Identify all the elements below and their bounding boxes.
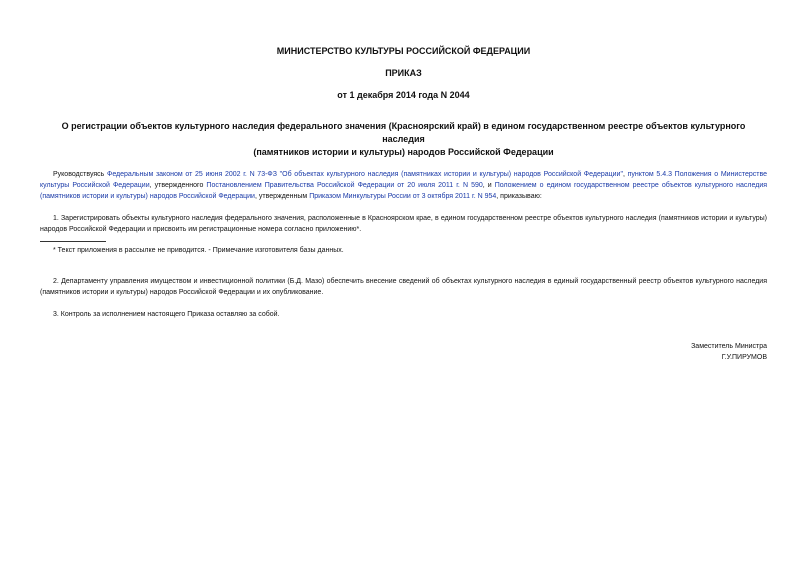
- footnote-divider: [40, 241, 106, 242]
- signer-name: Г.У.ПИРУМОВ: [721, 354, 767, 361]
- title-line-2: (памятников истории и культуры) народов Российской Федерации: [253, 147, 554, 157]
- government-decree-link[interactable]: Постановлением Правительства Российской Федерации от 20 июля 2011 г. N 590: [206, 182, 483, 189]
- document-page: [40, 0, 767, 571]
- title-line-1: О регистрации объектов культурного наследия федерального значения (Красноярский край) в едином государственном реестре объектов культурного наследия: [61, 121, 746, 144]
- preamble-paragraph: [40, 169, 767, 202]
- ministry-heading: МИНИСТЕРСТВО КУЛЬТУРЫ РОССИЙСКОЙ ФЕДЕРАЦИИ: [276, 46, 531, 56]
- document-title: [40, 120, 767, 159]
- preamble-text: , и: [482, 182, 495, 189]
- preamble-text: Руководствуясь: [53, 171, 107, 178]
- signature-block: [567, 341, 767, 363]
- ministry-order-link[interactable]: Приказом Минкультуры России от 3 октября 2011 г. N 954: [309, 193, 497, 200]
- preamble-text: , утвержденного: [149, 182, 207, 189]
- item-1-paragraph: 1. Зарегистрировать объекты культурного наследия федерального значения, расположенные в Красноярском крае, в едином государственном реестре объектов культурного наследия (памятников истории и культуры) народов Российской Федерации и присвоить им регистрационные номера согласно приложению*.: [40, 215, 767, 233]
- registry-regulation-link[interactable]: Положением о едином государственном реестре объектов культурного наследия (памятников истории и культуры) народов Российской Федерации: [40, 182, 768, 200]
- item-3-paragraph: 3. Контроль за исполнением настоящего Приказа оставляю за собой.: [53, 311, 280, 318]
- item-2-paragraph: 2. Департаменту управления имуществом и инвестиционной политики (Б.Д. Мазо) обеспечить внесение сведений об объектах культурного наследия в единый государственный реестр объектов культурного наследия (памятников истории и культуры) народов Российской Федерации и их опубликование.: [40, 278, 767, 296]
- preamble-text: , приказываю:: [496, 193, 542, 200]
- preamble-text: ,: [622, 171, 628, 178]
- signer-position: Заместитель Министра: [691, 343, 767, 350]
- regulation-clause-link[interactable]: пунктом 5.4.3 Положения о Министерстве культуры Российской Федерации: [40, 171, 767, 189]
- date-line: от 1 декабря 2014 года N 2044: [337, 90, 470, 100]
- federal-law-link[interactable]: Федеральным законом от 25 июня 2002 г. N 73-ФЗ "Об объектах культурного наследия (памятниках истории и культуры) народов Российской Федерации": [107, 171, 623, 178]
- preamble-text: , утвержденным: [254, 193, 310, 200]
- footnote-text: * Текст приложения в рассылке не приводится. - Примечание изготовителя базы данных.: [53, 247, 344, 254]
- doc-type-heading: ПРИКАЗ: [385, 68, 422, 78]
